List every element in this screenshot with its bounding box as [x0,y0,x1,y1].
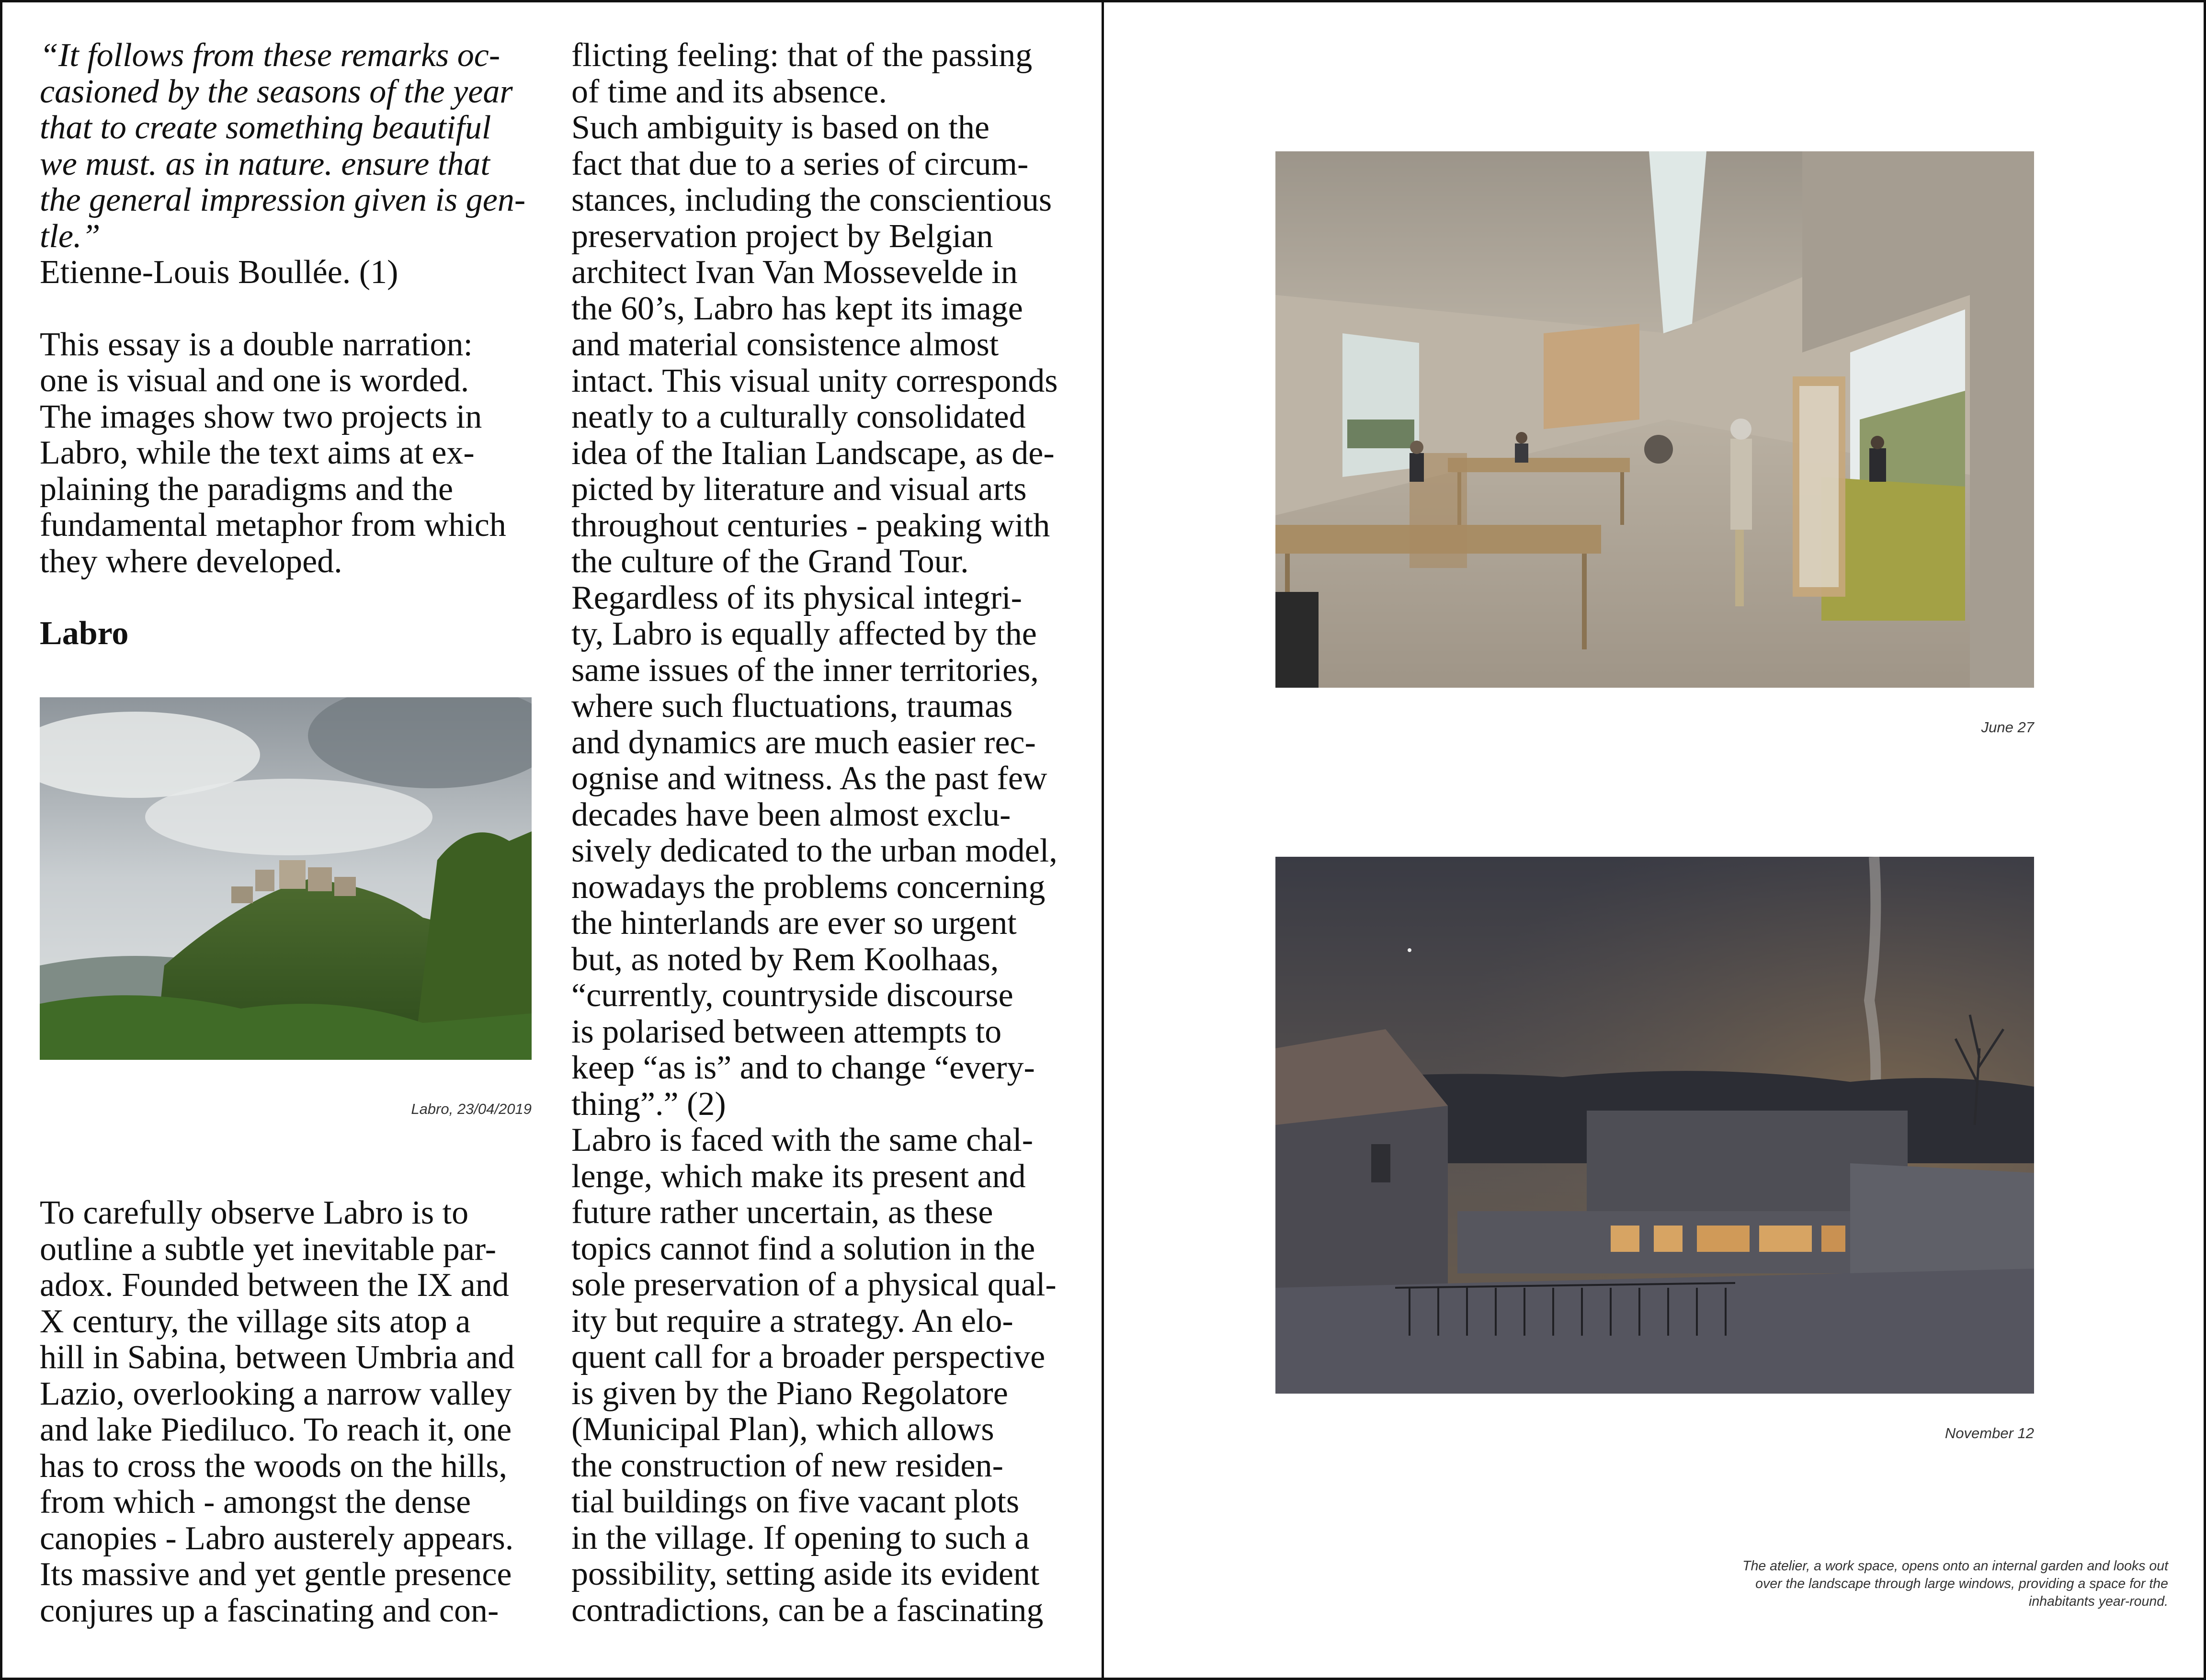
body-line: but, as noted by Rem Koolhaas, [571,941,999,978]
body-line: future rather uncertain, as these [571,1194,993,1231]
intro-line: The images show two projects in [40,398,482,435]
night-exterior-render [1275,857,2034,1394]
body-line: of time and its absence. [571,73,887,110]
intro-line: they where developed. [40,543,342,580]
body-line: same issues of the inner territories, [571,651,1039,689]
intro-line: fundamental metaphor from which [40,507,506,544]
epigraph-line: casioned by the seasons of the year [40,73,513,110]
epigraph [40,37,547,254]
body-line: quent call for a broader perspective [571,1339,1046,1375]
intro-paragraph [40,327,547,580]
body-line: Lazio, overlooking a narrow valley [40,1375,512,1412]
body-line: “currently, countryside discourse [571,977,1013,1014]
body-line: stances, including the conscientious [571,182,1052,218]
body-line: adox. Founded between the IX and [40,1267,509,1304]
body-line: neatly to a culturally consolidated [571,398,1026,435]
top-render-caption: June 27 [1981,719,2034,736]
atelier-interior-render [1275,151,2034,688]
body-line: keep “as is” and to change “every- [571,1049,1035,1086]
description-line: over the landscape through large windows, providing a space for the [1755,1576,2168,1591]
body-line: Such ambiguity is based on the [571,109,989,146]
body-line: intact. This visual unity corresponds [571,362,1058,399]
intro-line: plaining the paradigms and the [40,470,454,508]
body-line: the hinterlands are ever so urgent [571,905,1017,942]
body-line: and dynamics are much easier rec- [571,724,1036,761]
description-line: The atelier, a work space, opens onto an internal garden and looks out [1742,1558,2168,1574]
description-line: inhabitants year-round. [2029,1594,2168,1609]
body-line: Regardless of its physical integri- [571,579,1022,616]
epigraph-line: “It follows from these remarks oc- [40,37,500,74]
body-line: possibility, setting aside its evident [571,1555,1040,1592]
body-line: To carefully observe Labro is to [40,1194,469,1231]
body-line: is polarised between attempts to [571,1013,1002,1050]
page-divider [1102,0,1104,1680]
body-line: preservation project by Belgian [571,217,993,255]
body-line: picted by literature and visual arts [571,471,1027,508]
body-line: where such fluctuations, traumas [571,688,1013,725]
body-line: and lake Piediluco. To reach it, one [40,1411,512,1448]
left-column-bottom [40,1195,547,1629]
epigraph-author: Etienne-Louis Boullée. (1) [40,254,398,291]
body-line: architect Ivan Van Mossevelde in [571,254,1018,291]
body-line: thing”.” (2) [571,1085,726,1123]
body-line: conjures up a fascinating and con- [40,1592,499,1629]
body-line: outline a subtle yet inevitable par- [40,1230,496,1268]
body-line: nowadays the problems concerning [571,868,1046,906]
body-line: tial buildings on five vacant plots [571,1483,1020,1520]
body-line: sole preservation of a physical qual- [571,1266,1057,1303]
left-column-top [40,37,547,652]
body-line: the construction of new residen- [571,1447,1003,1484]
body-line: is given by the Piano Regolatore [571,1374,1008,1412]
epigraph-line: we must. as in nature. ensure that [40,145,490,182]
body-line: flicting feeling: that of the passing [571,37,1033,74]
body-line: canopies - Labro austerely appears. [40,1520,514,1557]
epigraph-line: the general impression given is gen- [40,182,526,218]
body-line: throughout centuries - peaking with [571,507,1050,544]
body-line: fact that due to a series of circum- [571,145,1029,182]
body-line: has to cross the woods on the hills, [40,1447,508,1485]
photo-caption: Labro, 23/04/2019 [411,1101,532,1117]
body-line: ity but require a strategy. An elo- [571,1302,1013,1339]
intro-line: one is visual and one is worded. [40,362,469,399]
body-line: from which - amongst the dense [40,1484,471,1521]
body-line: X century, the village sits atop a [40,1303,471,1340]
body-line: contradictions, can be a fascinating [571,1591,1044,1629]
atelier-description [1600,1557,2168,1611]
labro-landscape-photo [40,697,532,1060]
body-line: the 60’s, Labro has kept its image [571,290,1023,327]
body-line: Its massive and yet gentle presence [40,1556,512,1593]
intro-line: Labro, while the text aims at ex- [40,434,475,471]
epigraph-line: that to create something beautiful [40,109,491,146]
middle-column [571,37,1089,1628]
body-line: ognise and witness. As the past few [571,760,1047,797]
body-line: the culture of the Grand Tour. [571,543,969,580]
body-line: and material consistence almost [571,326,999,363]
epigraph-line: tle.” [40,217,101,255]
bottom-render-caption: November 12 [1944,1425,2034,1442]
body-line: (Municipal Plan), which allows [571,1411,994,1448]
body-line: Labro is faced with the same chal- [571,1122,1034,1158]
body-line: topics cannot find a solution in the [571,1230,1035,1267]
intro-line: This essay is a double narration: [40,326,473,363]
body-line: decades have been almost exclu- [571,796,1011,833]
body-line: idea of the Italian Landscape, as de- [571,434,1055,472]
section-heading: Labro [40,615,129,652]
body-line: ty, Labro is equally affected by the [571,615,1037,652]
body-line: lenge, which make its present and [571,1158,1026,1195]
body-line: hill in Sabina, between Umbria and [40,1339,515,1376]
body-line: sively dedicated to the urban model, [571,832,1058,869]
body-line: in the village. If opening to such a [571,1519,1030,1556]
